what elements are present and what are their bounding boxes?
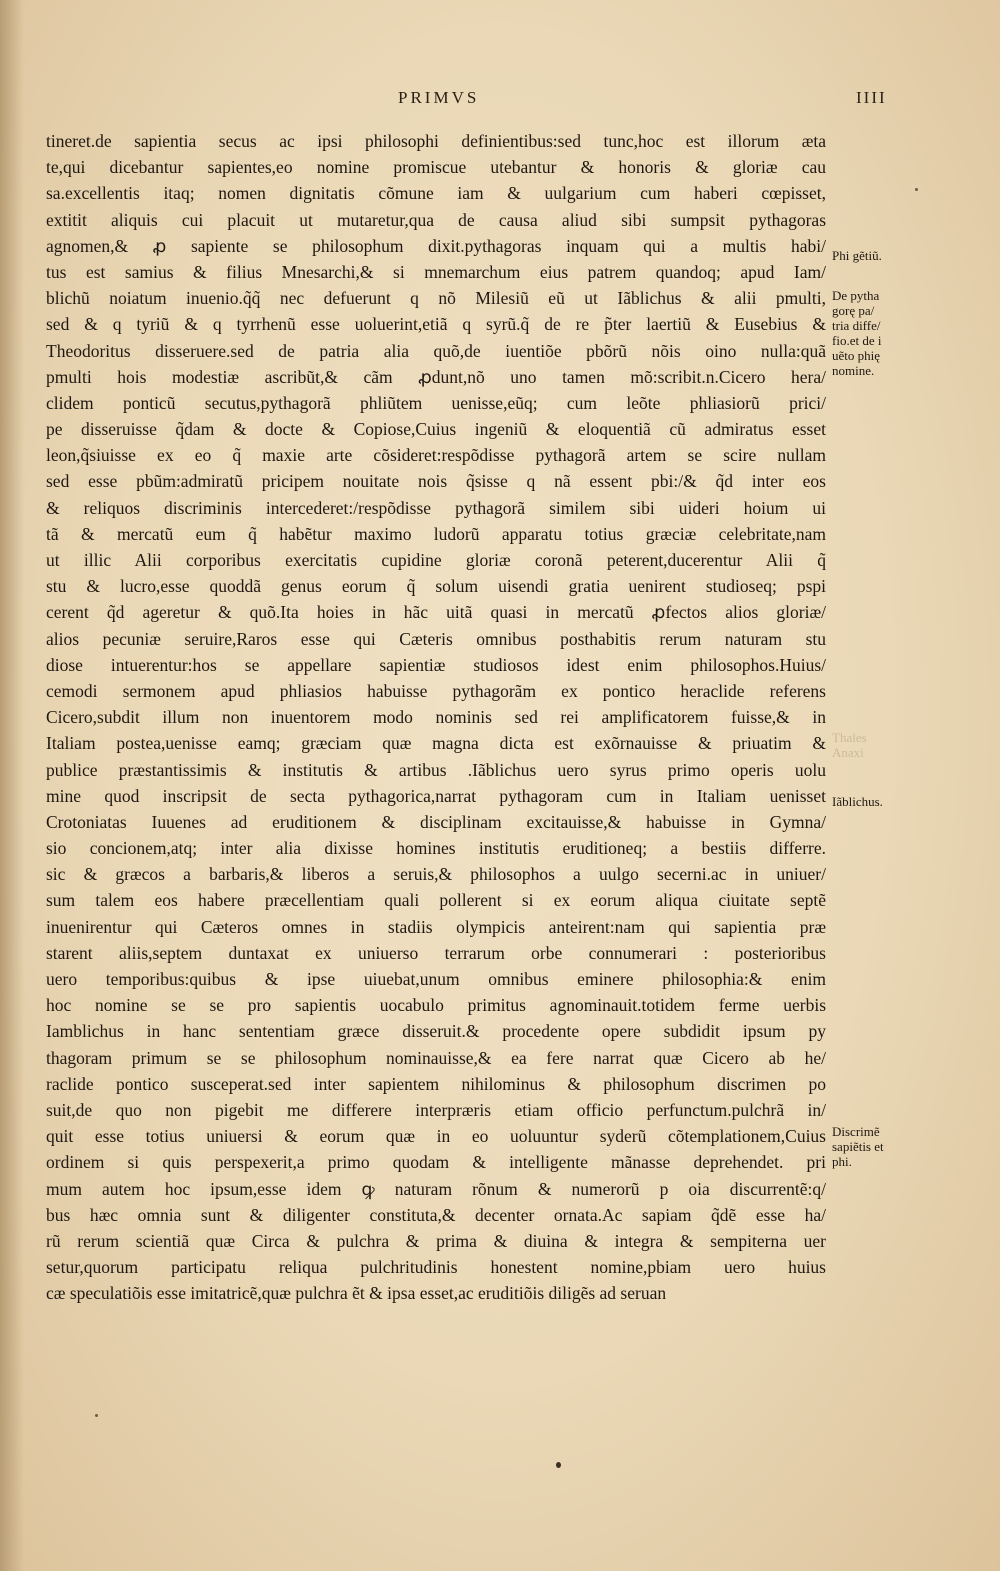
- text-line: ut illic Alii corporibus exercitatis cupidine gloriæ coronã peterent,ducerentur Alii q̃: [46, 550, 826, 570]
- text-line: inuenirentur qui Cæteros omnes in stadiis olympicis anteirent:nam qui sapientia præ: [46, 916, 826, 937]
- text-line: mine quod inscripsit de secta pythagorica,narrat pythagoram cum in Italiam uenisset: [46, 785, 826, 806]
- text-line: te,qui dicebantur sapientes,eo nomine promiscue utebantur & honoris & gloriæ cau: [46, 157, 826, 178]
- binding-shadow: [0, 0, 24, 1571]
- margin-note-iamblichus: [832, 794, 932, 809]
- text-line: extitit aliquis cui placuit ut mutaretur,qua de causa aliud sibi sumpsit pythagoras: [46, 209, 826, 230]
- margin-note-phi-gentium: [832, 248, 932, 263]
- margin-note-line: De pytha: [832, 288, 880, 303]
- ink-speck: [915, 188, 918, 191]
- text-line: sic & græcos a barbaris,& liberos a seruis,& philosophos a uulgo secerni.ac in uniuer/: [46, 864, 826, 885]
- text-line: publice præstantissimis & institutis & artibus .Iãblichus uero syrus primo operis uolu: [46, 759, 826, 780]
- text-line: pmulti hois modestiæ ascribũt,& cãm ꝓdunt,nõ uno tamen mõ:scribit.n.Cicero hera/: [46, 366, 826, 387]
- text-line: tineret.de sapientia secus ac ipsi philosophi definientibus:sed tunc,hoc est illorum æta: [46, 131, 826, 151]
- margin-note-line: sapiẽtis et: [832, 1139, 884, 1154]
- margin-note-line: fio.et de i: [832, 333, 882, 348]
- folio-number: IIII: [856, 88, 887, 107]
- text-line: quit esse totius uniuersi & eorum quæ in eo uoluuntur syderũ cõtemplationem,Cuius: [46, 1126, 826, 1147]
- text-line: pe disseruisse q̃dam & docte & Copiose,Cuius ingeniũ & eloquentiã cũ admiratus esset: [46, 419, 826, 440]
- text-line: tus est samius & filius Mnesarchi,& si mnemarchum eius patrem quandoq; apud Iam/: [46, 261, 826, 282]
- text-line: uero temporibus:quibus & ipse uiuebat,unum omnibus eminere philosophia:& enim: [46, 969, 826, 989]
- page-header: [0, 88, 1000, 112]
- text-line: ordinem si quis perspexerit,a primo quodam & intelligente mãnasse deprehendet. pri: [46, 1152, 826, 1173]
- text-line: Italiam postea,uenisse eamq; græciam quæ magna dicta est exõrnauisse & priuatim &: [46, 733, 826, 754]
- text-line: agnomen,& ꝓ sapiente se philosophum dixit.pythagoras inquam qui a multis habi/: [46, 235, 826, 256]
- text-line: bus hæc omnia sunt & diligenter constituta,& decenter ornata.Ac sapiam q̃dẽ esse ha/: [46, 1204, 826, 1225]
- text-line: diose intuerentur:hos se appellare sapientiæ studiosos idest enim philosophos.Huius/: [46, 654, 826, 675]
- text-line: suit,de quo non pigebit me differere interpræris etiam officio perfunctum.pulchrã in/: [46, 1099, 826, 1120]
- margin-note-line: Iãblichus.: [832, 794, 883, 809]
- text-line: alios pecuniæ seruire,Raros esse qui Cæteris omnibus posthabitis rerum naturam stu: [46, 628, 826, 649]
- margin-note-discrimen: [832, 1124, 932, 1169]
- margin-note-show-through: [832, 730, 932, 760]
- text-line: rũ rerum scientiã quæ Circa & pulchra & prima & diuina & integra & sempiterna uer: [46, 1230, 826, 1251]
- margin-note-line: Phi gẽtiũ.: [832, 248, 882, 263]
- text-line: thagoram primum se se philosophum nominauisse,& ea fere narrat quæ Cicero ab he/: [46, 1047, 826, 1068]
- margin-note-line: Thales: [832, 730, 867, 745]
- text-line: sum talem eos habere præcellentiam quali pollerent si ex eorum aliqua ciuitate septẽ: [46, 890, 826, 911]
- margin-note-line: tria diffe/: [832, 318, 881, 333]
- text-line: clidem ponticũ secutus,pythagorã phliũtem uenisse,eũq; cum leõte phliasiorũ prici/: [46, 392, 826, 413]
- margin-note-line: nomine.: [832, 363, 875, 378]
- margin-note-line: Anaxi: [832, 745, 864, 760]
- text-line: sed esse pbũm:admiratũ pricipem nouitate nois q̃sisse q nã essent pbi:/& q̃d inter eos: [46, 471, 826, 492]
- text-line: starent aliis,septem duntaxat ex uniuerso terrarum orbe connumerari : posterioribus: [46, 942, 826, 963]
- text-line: Crotoniatas Iuuenes ad eruditionem & disciplinam excitauisse,& habuisse in Gymna/: [46, 811, 826, 832]
- main-text-block: [46, 128, 826, 1306]
- margin-note-line: phi.: [832, 1154, 852, 1169]
- text-line: blichũ noiatum inuenio.q̃q̃ nec defuerunt q nõ Milesiũ eũ ut Iãblichus & alii pmulti,: [46, 288, 826, 309]
- running-head: PRIMVS: [398, 88, 480, 107]
- text-line: cemodi sermonem apud phliasios habuisse pythagorãm ex pontico heraclide referens: [46, 680, 826, 701]
- text-line: Cicero,subdit illum non inuentorem modo nominis sed rei amplificatorem fuisse,& in: [46, 707, 826, 728]
- text-line: & reliquos discriminis intercederet:/respõdisse pythagorã similem sibi uideri hoium ui: [46, 497, 826, 518]
- text-line: sa.excellentis itaq; nomen dignitatis cõmune iam & uulgarium cum haberi cœpisset,: [46, 183, 826, 204]
- ink-speck: [556, 1462, 561, 1468]
- text-line: leon,q̃siuisse ex eo q̃ maxie arte cõsideret:respõdisse pythagorã artem se scire nullam: [46, 445, 826, 466]
- margin-note-de-pythagorae-patria: [832, 288, 932, 378]
- margin-note-line: uẽto phię: [832, 348, 881, 363]
- text-line: cæ speculatiõis esse imitatricẽ,quæ pulchra ẽt & ipsa esset,ac eruditiõis diligẽs ad seruan: [46, 1283, 667, 1304]
- text-line: hoc nomine se se pro sapientis uocabulo primitus agnominauit.totidem ferme uerbis: [46, 995, 826, 1016]
- margin-note-line: Discrimẽ: [832, 1124, 880, 1139]
- text-line: Theodoritus disseruere.sed de patria alia quõ,de iuentiõe pbõrũ nõis oino nulla:quã: [46, 340, 826, 361]
- text-line: cerent q̃d ageretur & quõ.Ita hoies in hãc uitã quasi in mercatũ ꝓfectos alios gloriæ/: [46, 602, 826, 623]
- text-line: Iamblichus in hanc sententiam græce disseruit.& procedente opere subdidit ipsum py: [46, 1021, 826, 1042]
- text-line: mum autem hoc ipsum,esse idem ꝙ naturam rõnum & numerorũ p oia discurrentẽ:q/: [46, 1178, 826, 1199]
- text-line: sio concionem,atq; inter alia dixisse homines institutis eruditioneq; a bestiis differre.: [46, 838, 826, 859]
- text-line: stu & lucro,esse quoddã genus eorum q̃ solum uisendi gratia uenirent studioseq; pspi: [46, 576, 826, 597]
- text-line: raclide pontico susceperat.sed inter sapientem nihilominus & philosophum discrimen po: [46, 1073, 826, 1094]
- text-line: tã & mercatũ eum q̃ habẽtur maximo ludorũ apparatu totius græciæ celebritate,nam: [46, 523, 826, 544]
- text-line: sed & q tyriũ & q tyrrhenũ esse uoluerint,etiã q syrũ.q̃ de re p̃ter laertiũ & Eusebius &: [46, 314, 826, 335]
- ink-speck: [95, 1414, 98, 1417]
- text-line: setur,quorum participatu reliqua pulchritudinis honestent nomine,pbiam uero huius: [46, 1257, 826, 1278]
- margin-note-line: gorę pa/: [832, 303, 875, 318]
